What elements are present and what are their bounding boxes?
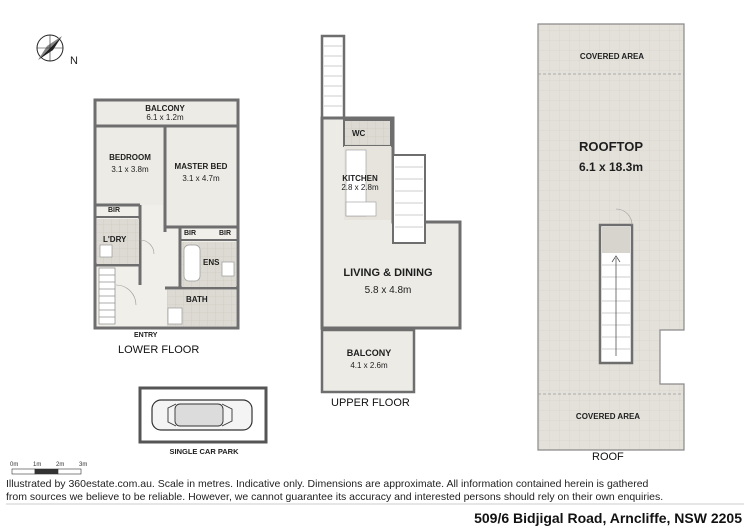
scale-bar (12, 469, 81, 474)
north-label: N (70, 55, 78, 67)
upper-floor-plan (322, 36, 460, 392)
upper-balcony-label: BALCONY 4.1 x 2.6m (346, 348, 392, 371)
disclaimer-line-1: Illustrated by 360estate.com.au. Scale in metres. Indicative only. Dimensions are approximate. All information contained herein is gathered (6, 478, 649, 490)
bir-label-2: BIR (184, 230, 197, 237)
scale-label-2: 2m (56, 462, 65, 468)
scale-label-1: 1m (33, 462, 42, 468)
disclaimer-line-2: from sources we believe to be reliable. However, we cannot guarantee its accuracy and interested persons should rely on their own enquiries. (6, 491, 664, 503)
bir-label-1: BIR (108, 207, 121, 214)
entry-label: ENTRY (134, 332, 158, 339)
kitchen-label: KITCHEN 2.8 x 2.8m (341, 174, 379, 193)
lower-balcony-label: BALCONY 6.1 x 1.2m (145, 104, 185, 123)
covered-area-top-label: COVERED AREA (579, 52, 645, 61)
compass-icon (37, 35, 63, 61)
car-icon (152, 400, 252, 430)
scale-label-0: 0m (10, 462, 19, 468)
upper-floor-caption: UPPER FLOOR (331, 397, 410, 409)
ensuite-label: ENS (203, 258, 220, 267)
bir-label-3: BIR (219, 230, 232, 237)
roof-caption: ROOF (592, 451, 624, 463)
living-dining-label: LIVING & DINING 5.8 x 4.8m (343, 267, 433, 296)
bath-label: BATH (186, 295, 208, 304)
laundry-label: L'DRY (103, 235, 127, 244)
wc-label: WC (352, 129, 366, 138)
rooftop-label: ROOFTOP 6.1 x 18.3m (578, 139, 644, 174)
scale-label-3: 3m (79, 462, 88, 468)
car-park-label: SINGLE CAR PARK (169, 447, 239, 456)
roof-plan (538, 24, 684, 450)
lower-floor-caption: LOWER FLOOR (118, 344, 200, 356)
master-bed-label: MASTER BED 3.1 x 4.7m (174, 162, 228, 184)
car-park (140, 388, 266, 442)
property-address: 509/6 Bidjigal Road, Arncliffe, NSW 2205 (474, 510, 742, 526)
bedroom-label: BEDROOM 3.1 x 3.8m (109, 153, 151, 175)
covered-area-bottom-label: COVERED AREA (575, 412, 641, 421)
